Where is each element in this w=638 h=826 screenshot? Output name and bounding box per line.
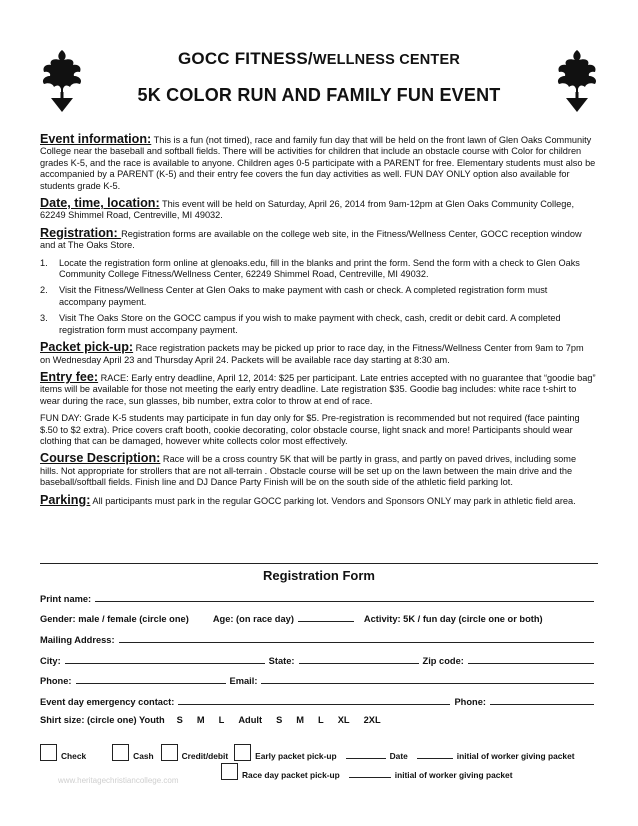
cash-checkbox[interactable] (112, 744, 129, 761)
shirt-option[interactable]: S (176, 715, 183, 725)
mailing-row: Mailing Address: (40, 635, 598, 645)
parking-section: Parking: All participants must park in the regular GOCC parking lot. Vendors and Sponsors ONLY may park in athletic field area. (40, 492, 576, 507)
list-item: 1. Locate the registration form online at glenoaks.edu, fill in the blanks and print the form. Send the form with a check to Glen Oaks Community College Fitness/Wellness Center, 62249 Shimmel Road, Centreville, MI 49032. (40, 257, 580, 280)
shirt-size-row: Shirt size: (circle one) Youth S M L Adult S M L XL 2XL (40, 715, 381, 725)
race-day-row: Race day packet pick-up initial of worker giving packet (221, 763, 601, 780)
page-subtitle: 5K COLOR RUN AND FAMILY FUN EVENT (137, 85, 501, 105)
race-day-initial-line[interactable] (349, 777, 391, 778)
phone-field[interactable] (76, 683, 226, 684)
course-section: Course Description: Race will be a cross country 5K that will be partly in grass, and partly on paved drives, including some hills. Not appropriate for strollers that are not all-terrain . Obstacle course will be set up on the lawn between the main drive and the baseball/softball fields. Finish line and DJ Dance Party Finish will be on the south side of the athletic field parking lot. (40, 451, 577, 488)
payment-row: Check Cash Credit/debit Early packet pick-up Date initial of worker giving packet (40, 744, 600, 761)
emergency-contact-field[interactable] (178, 704, 450, 705)
shirt-option[interactable]: XL (337, 715, 350, 725)
race-day-pickup-checkbox[interactable] (221, 763, 238, 780)
page-title: GOCC FITNESS/WELLNESS CENTER (177, 49, 461, 68)
oak-leaf-icon (38, 48, 86, 114)
gender-row: Gender: male / female (circle one) Age: (on race day) Activity: 5K / fun day (circle one or both) (40, 614, 543, 624)
check-checkbox[interactable] (40, 744, 57, 761)
emergency-phone-field[interactable] (490, 704, 594, 705)
mailing-address-field[interactable] (119, 642, 594, 643)
phone-row: Phone: Email: (40, 676, 598, 686)
shirt-option[interactable]: M (296, 715, 305, 725)
email-field[interactable] (261, 683, 594, 684)
shirt-option[interactable]: L (218, 715, 225, 725)
early-initial-line[interactable] (417, 758, 453, 759)
registration-steps (40, 258, 596, 336)
zip-field[interactable] (468, 663, 594, 664)
entry-fee-section: Entry fee: RACE: Early entry deadline, April 12, 2014: $25 per participant. Late entries accepted with no guarantee that “goodie bag” items will be available for those not meeting the early entry deadline. Late registration $35. Goodie bag includes: white race t-shirt to wear during the race, sun glasses, bib number, extra color to throw at end of race. (40, 369, 596, 406)
packet-section: Packet pick-up: Race registration packets may be picked up prior to race day, in the Fitness/Wellness Center from 9am to 7pm on Wednesday April 23 and Thursday April 24. Packets will be available race day starting at 8:30 am. (40, 340, 584, 365)
form-title: Registration Form (263, 568, 375, 583)
state-field[interactable] (299, 663, 419, 664)
event-info-section: Event information: This is a fun (not timed), race and family fun day that will be held on the front lawn of Glen Oaks Community College near the baseball and softball fields. There will be activities for children that include an obstacle course with Color for children grades K-5, and the race is available to anyone. Children ages 0-5 participate with a PARENT for free. Elementary students must also be accompanied by a PARENT (K-5) and their entry fee covers the fun day activities as well. FUN DAY ONLY option also available for students grade K-5. (40, 132, 596, 191)
adult-label: Adult (238, 715, 263, 725)
city-row: City: State: Zip code: (40, 656, 598, 666)
registration-section: Registration: Registration forms are available on the college web site, in the Fitness/Wellness Center, GOCC reception window and at The Oaks Store. (40, 225, 582, 251)
shirt-option[interactable]: M (196, 715, 205, 725)
event-details (40, 134, 596, 513)
city-field[interactable] (65, 663, 265, 664)
print-name-row: Print name: (40, 594, 598, 604)
oak-leaf-icon (553, 48, 601, 114)
emergency-row: Event day emergency contact: Phone: (40, 697, 598, 707)
shirt-option[interactable]: S (276, 715, 283, 725)
shirt-option[interactable]: 2XL (363, 715, 381, 725)
fun-day-section: FUN DAY: Grade K-5 students may participate in fun day only for $5. Pre-registration is recommended but not required (face painting $.50 to $2 extra). Price covers craft booth, cookie decorating, color obstacle course, light snack and more! Participants should wear clothing that can be damaged, however white collects color most effectively. (40, 413, 580, 446)
list-item: 3. Visit The Oaks Store on the GOCC campus if you wish to make payment with check, cash, credit or debit card. A completed registration form must accompany payment. (40, 313, 561, 335)
early-pickup-line[interactable] (346, 758, 386, 759)
divider (40, 563, 598, 564)
early-pickup-checkbox[interactable] (234, 744, 251, 761)
watermark: www.heritagechristiancollege.com (58, 776, 179, 785)
age-field[interactable] (298, 621, 354, 622)
shirt-option[interactable]: L (318, 715, 324, 725)
date-section: Date, time, location: This event will be held on Saturday, April 26, 2014 from 9am-12pm at Glen Oaks Community College, 62249 Shimmel Road, Centreville, MI 49032. (40, 196, 574, 221)
credit-checkbox[interactable] (161, 744, 178, 761)
list-item: 2. Visit the Fitness/Wellness Center at Glen Oaks to make payment with cash or check. A completed registration form must accompany payment. (40, 285, 548, 307)
print-name-field[interactable] (95, 601, 594, 602)
